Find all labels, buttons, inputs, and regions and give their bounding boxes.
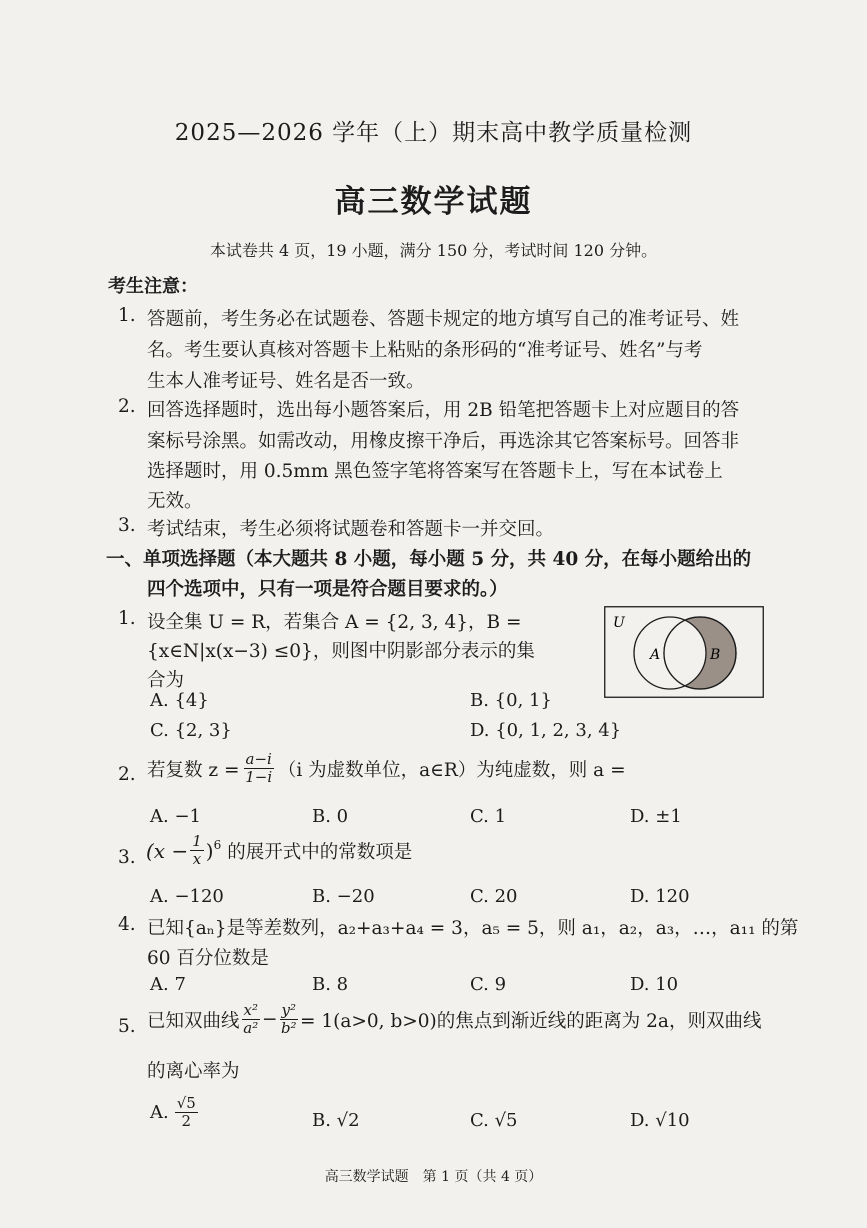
minus-sign: − <box>262 1009 278 1030</box>
notice-num-3: 3. <box>118 515 136 536</box>
q5-suffix: = 1(a>0, b>0)的焦点到渐近线的距离为 2a，则双曲线 <box>300 1010 762 1032</box>
fraction <box>190 834 204 867</box>
option-c: C. 20 <box>470 886 518 907</box>
question-number: 4. <box>118 914 136 935</box>
option-a: A. −1 <box>150 806 201 827</box>
option-b: B. 0 <box>312 806 349 827</box>
question-text: 60 百分位数是 <box>147 948 269 969</box>
venn-a-label: A <box>650 647 661 663</box>
question-text <box>147 752 626 785</box>
option-label: A. <box>150 1102 169 1123</box>
option-a: A. {4} <box>150 690 209 711</box>
question-text <box>147 1003 761 1036</box>
subject-title: 高三数学试题 <box>334 184 533 220</box>
notice-line: 答题前，考生务必在试题卷、答题卡规定的地方填写自己的准考证号、姓 <box>147 309 740 330</box>
fraction-numerator: a−i <box>245 750 272 768</box>
question-text: 设全集 U = R，若集合 A = {2, 3, 4}，B = <box>147 612 522 633</box>
option-a: A. 7 <box>150 974 186 995</box>
option-c: C. {2, 3} <box>150 720 232 741</box>
q5-prefix: 已知双曲线 <box>147 1010 240 1032</box>
notice-line: 案标号涂黑。如需改动，用橡皮擦干净后，再选涂其它答案标号。回答非 <box>147 431 740 452</box>
fraction <box>242 1003 260 1036</box>
option-b: B. √2 <box>312 1110 360 1131</box>
question-text: 合为 <box>147 670 185 691</box>
question-number: 2. <box>118 764 136 785</box>
exam-title: 2025—2026 学年（上）期末高中教学质量检测 <box>174 120 693 146</box>
fraction-numerator: √5 <box>176 1094 196 1112</box>
notice-line: 回答选择题时，选出每小题答案后，用 2B 铅笔把答题卡上对应题目的答 <box>147 400 740 421</box>
question-number: 1. <box>118 608 136 629</box>
notice-num-2: 2. <box>118 396 136 417</box>
fraction <box>244 752 274 785</box>
q2-suffix: （i 为虚数单位，a∈R）为纯虚数，则 a = <box>277 759 626 781</box>
q3-suffix: 的展开式中的常数项是 <box>227 841 413 863</box>
notice-num-1: 1. <box>118 305 136 326</box>
exam-info: 本试卷共 4 页，19 小题，满分 150 分，考试时间 120 分钟。 <box>209 241 658 260</box>
q2-prefix: 若复数 z = <box>147 759 240 781</box>
notice-line: 考试结束，考生必须将试题卷和答题卡一并交回。 <box>147 519 555 540</box>
option-a: A. −120 <box>150 886 224 907</box>
question-number: 3. <box>118 847 136 868</box>
option-b: B. 8 <box>312 974 349 995</box>
venn-diagram <box>604 606 764 698</box>
notice-line: 名。考生要认真核对答题卡上粘贴的条形码的“准考证号、姓名”与考 <box>147 340 703 361</box>
page-footer: 高三数学试题 第 1 页（共 4 页） <box>324 1169 543 1185</box>
fraction-denominator: b² <box>280 1019 297 1037</box>
notice-line: 选择题时，用 0.5mm 黑色签字笔将答案写在答题卡上，写在本试卷上 <box>147 461 723 482</box>
option-d: D. 10 <box>630 974 679 995</box>
option-d: D. {0, 1, 2, 3, 4} <box>470 720 622 741</box>
option-b: B. −20 <box>312 886 375 907</box>
question-text <box>146 834 412 867</box>
fraction-denominator: a² <box>243 1019 259 1037</box>
option-b: B. {0, 1} <box>470 690 552 711</box>
fraction-denominator: 2 <box>181 1112 192 1130</box>
option-d: D. 120 <box>630 886 690 907</box>
fraction-numerator: x² <box>243 1001 258 1019</box>
question-text: 的离心率为 <box>147 1061 240 1082</box>
expr-left: (x − <box>146 838 189 863</box>
option-d: D. √10 <box>630 1110 690 1131</box>
section-heading: 四个选项中，只有一项是符合题目要求的。） <box>147 579 508 600</box>
fraction <box>175 1096 198 1129</box>
question-text: 已知{aₙ}是等差数列，a₂+a₃+a₄ = 3，a₅ = 5，则 a₁，a₂，a₃，…，a₁₁ 的第 <box>147 918 799 939</box>
fraction-numerator: y² <box>281 1001 297 1019</box>
question-number: 5. <box>118 1016 136 1037</box>
fraction-denominator: 1−i <box>245 768 273 786</box>
section-heading: 一、单项选择题（本大题共 8 小题，每小题 5 分，共 40 分，在每小题给出的 <box>106 549 752 570</box>
notice-line: 生本人准考证号、姓名是否一致。 <box>147 371 425 392</box>
option-c: C. √5 <box>470 1110 518 1131</box>
option-c: C. 9 <box>470 974 507 995</box>
venn-b-label: B <box>710 647 721 663</box>
option-a <box>150 1096 198 1129</box>
notice-heading: 考生注意： <box>108 276 198 297</box>
expr-right: ) <box>205 838 214 863</box>
option-c: C. 1 <box>470 806 507 827</box>
exponent: 6 <box>213 838 222 852</box>
option-d: D. ±1 <box>630 806 682 827</box>
notice-line: 无效。 <box>147 491 203 512</box>
fraction-numerator: 1 <box>192 832 202 850</box>
question-text: {x∈N|x(x−3) ≤0}，则图中阴影部分表示的集 <box>147 641 535 662</box>
venn-universe-label: U <box>613 615 625 631</box>
fraction-denominator: x <box>192 850 202 868</box>
fraction <box>280 1003 299 1036</box>
